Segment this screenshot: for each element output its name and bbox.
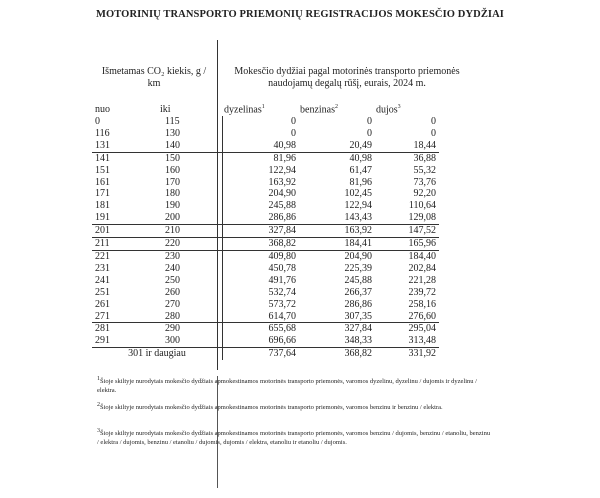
table-cell: 655,68 xyxy=(223,323,300,335)
gas-footnote-ref: 3 xyxy=(397,104,401,110)
co2-header xyxy=(92,66,216,90)
table-cell: 281 xyxy=(92,323,162,335)
table-cell: 141 xyxy=(92,152,162,164)
table-cell: 0 xyxy=(367,127,372,139)
petrol-footnote-ref: 2 xyxy=(335,104,338,110)
table-cell: 245,88 xyxy=(344,274,372,286)
table-cell: 143,43 xyxy=(344,212,372,224)
table-cell: 160 xyxy=(165,164,180,176)
table-cell: 211 xyxy=(92,238,162,251)
table-row xyxy=(92,299,439,311)
table-cell: 295,04 xyxy=(375,323,439,335)
table-cell: 0 xyxy=(431,116,436,127)
table-cell: 180 xyxy=(165,188,180,200)
table-cell: 171 xyxy=(95,188,110,200)
table-cell: 40,98 xyxy=(299,152,375,164)
table-cell: 348,33 xyxy=(344,335,372,347)
table-row xyxy=(92,311,439,323)
tax-header-line2: naudojamų degalų rūšį, eurais, 2024 m. xyxy=(268,78,426,89)
table-cell: 150 xyxy=(162,152,223,164)
table-cell: 163,92 xyxy=(299,225,375,238)
table-row xyxy=(92,275,439,287)
table-row xyxy=(92,335,439,347)
table-cell: 92,20 xyxy=(413,188,436,200)
table-row xyxy=(92,250,439,262)
table-row xyxy=(92,188,439,200)
table-cell: 181 xyxy=(95,200,110,212)
tax-table xyxy=(92,116,439,360)
petrol-label: benzinas xyxy=(300,104,335,116)
table-cell: 201 xyxy=(92,225,162,238)
table-row xyxy=(92,238,439,251)
table-cell: 163,92 xyxy=(223,177,300,189)
table-cell: 102,45 xyxy=(344,188,372,200)
table-cell: 327,84 xyxy=(223,225,300,238)
tax-header xyxy=(222,66,472,90)
table-row-last xyxy=(92,348,439,360)
table-cell: 200 xyxy=(165,212,180,224)
table-row xyxy=(92,128,439,140)
table-cell: 276,60 xyxy=(408,310,436,322)
table-cell: 151 xyxy=(95,164,110,176)
table-cell: 300 xyxy=(165,335,180,347)
table-cell: 737,64 xyxy=(223,348,300,360)
table-cell: 161 xyxy=(95,176,110,188)
table-cell: 450,78 xyxy=(223,263,300,275)
table-cell: 280 xyxy=(165,310,180,322)
table-row xyxy=(92,323,439,335)
table-cell: 184,40 xyxy=(375,250,439,262)
table-cell: 61,47 xyxy=(349,164,372,176)
table-cell: 18,44 xyxy=(413,139,436,151)
footnote-2-text: Šioje skiltyje nurodytais mokesčio dydžiais apmokestinamos motorinės transporto priemonės, varomos benzinu ir benzinu / elektra. xyxy=(100,404,443,412)
table-cell: 36,88 xyxy=(375,152,439,164)
table-cell: 260 xyxy=(165,286,180,298)
table-cell: 190 xyxy=(165,200,180,212)
table-row xyxy=(92,200,439,212)
table-cell: 266,37 xyxy=(344,286,372,298)
table-cell: 286,86 xyxy=(344,298,372,310)
column-header-gas xyxy=(376,104,401,115)
table-cell: 147,52 xyxy=(375,225,439,238)
table-cell: 170 xyxy=(165,176,180,188)
table-cell: 129,08 xyxy=(408,212,436,224)
co2-header-line1: Išmetamas CO₂ kiekis, g / xyxy=(101,66,207,77)
table-cell: 0 xyxy=(95,116,100,127)
table-row xyxy=(92,140,439,152)
table-row xyxy=(92,225,439,238)
table-cell: 55,32 xyxy=(413,164,436,176)
table-cell: 81,96 xyxy=(223,152,300,164)
table-cell: 491,76 xyxy=(223,275,300,287)
document-title: MOTORINIŲ TRANSPORTO PRIEMONIŲ REGISTRACIJOS MOKESČIO DYDŽIAI xyxy=(95,9,504,20)
footnote-2 xyxy=(97,401,492,413)
table-cell: 331,92 xyxy=(375,348,439,360)
gas-label: dujos xyxy=(376,104,398,116)
table-cell: 614,70 xyxy=(223,311,300,323)
table-cell: 204,90 xyxy=(223,188,300,200)
footnote-3-mark: 3 xyxy=(97,428,100,434)
table-cell: 165,96 xyxy=(375,238,439,251)
table-cell: 202,84 xyxy=(408,262,436,274)
table-cell: 368,82 xyxy=(299,348,375,360)
table-cell: 191 xyxy=(95,212,110,224)
column-header-from: nuo xyxy=(95,104,110,115)
footnote-1-mark: 1 xyxy=(97,376,100,382)
table-cell: 241 xyxy=(95,274,110,286)
table-cell: 313,48 xyxy=(408,335,436,347)
table-cell: 230 xyxy=(162,250,223,262)
table-cell: 130 xyxy=(165,127,180,139)
table-cell: 40,98 xyxy=(223,140,300,152)
table-cell: 240 xyxy=(165,262,180,274)
table-cell: 271 xyxy=(95,310,110,322)
table-cell: 251 xyxy=(95,286,110,298)
table-cell: 231 xyxy=(95,262,110,274)
table-row xyxy=(92,177,439,189)
table-cell: 20,49 xyxy=(349,139,372,151)
diesel-label: dyzelinas xyxy=(224,104,262,116)
table-cell: 131 xyxy=(95,139,110,151)
table-cell: 239,72 xyxy=(408,286,436,298)
table-cell: 225,39 xyxy=(344,262,372,274)
table-cell: 250 xyxy=(165,274,180,286)
table-cell: 261 xyxy=(95,298,110,310)
table-cell-range: 301 ir daugiau xyxy=(92,348,223,360)
table-row xyxy=(92,212,439,224)
table-row xyxy=(92,165,439,177)
table-cell: 122,94 xyxy=(344,200,372,212)
table-cell: 0 xyxy=(223,116,300,128)
table-cell: 573,72 xyxy=(223,299,300,311)
table-cell: 286,86 xyxy=(223,212,300,224)
table-row xyxy=(92,152,439,164)
table-cell: 116 xyxy=(95,127,110,139)
diesel-footnote-ref: 1 xyxy=(261,104,265,110)
table-cell: 73,76 xyxy=(413,176,436,188)
table-cell: 0 xyxy=(367,116,372,127)
table-cell: 290 xyxy=(162,323,223,335)
table-cell: 81,96 xyxy=(349,176,372,188)
table-cell: 110,64 xyxy=(408,200,436,212)
tax-header-line1: Mokesčio dydžiai pagal motorinės transporto priemonės xyxy=(234,66,460,77)
table-cell: 409,80 xyxy=(223,250,300,262)
table-cell: 221 xyxy=(92,250,162,262)
co2-header-line2: km xyxy=(147,78,161,89)
footnote-3-text: Šioje skiltyje nurodytais mokesčio dydžiais apmokestinamos motorinės transporto priemonės, varomos benzinu / dujomis, benzinu / etanoliu, benzinu / elektra / dujomis, benzinu / etanoliu / dujomis, dujomis / elektra, etanoliu ir etanoliu / dujomis. xyxy=(97,430,491,446)
table-cell: 291 xyxy=(95,335,110,347)
column-header-petrol xyxy=(300,104,338,115)
table-cell: 115 xyxy=(165,116,180,127)
table-cell: 204,90 xyxy=(299,250,375,262)
table-row xyxy=(92,287,439,299)
table-cell: 696,66 xyxy=(223,335,300,347)
table-cell: 221,28 xyxy=(408,274,436,286)
table-row xyxy=(92,263,439,275)
table-row xyxy=(92,116,439,128)
column-header-to: iki xyxy=(160,104,171,115)
footnote-1-text: Šioje skiltyje nurodytais mokesčio dydžiais apmokestinamos motorinės transporto priemonės, varomos dyzelinu, dyzelinu / dujomis ir dyzelinu / elektra. xyxy=(97,378,477,394)
table-cell: 327,84 xyxy=(299,323,375,335)
tax-table-body xyxy=(92,116,439,360)
table-cell: 245,88 xyxy=(223,200,300,212)
table-cell: 140 xyxy=(165,139,180,151)
column-header-diesel xyxy=(224,104,265,115)
table-cell: 307,35 xyxy=(344,310,372,322)
table-cell: 0 xyxy=(223,128,300,140)
table-cell: 532,74 xyxy=(223,287,300,299)
table-cell: 0 xyxy=(431,127,436,139)
table-cell: 270 xyxy=(165,298,180,310)
table-cell: 368,82 xyxy=(223,238,300,251)
table-cell: 220 xyxy=(162,238,223,251)
table-cell: 258,16 xyxy=(408,298,436,310)
footnote-1 xyxy=(97,375,492,395)
table-cell: 184,41 xyxy=(299,238,375,251)
footnote-3 xyxy=(97,427,492,447)
table-cell: 210 xyxy=(162,225,223,238)
table-cell: 122,94 xyxy=(223,165,300,177)
footnote-2-mark: 2 xyxy=(97,402,100,408)
